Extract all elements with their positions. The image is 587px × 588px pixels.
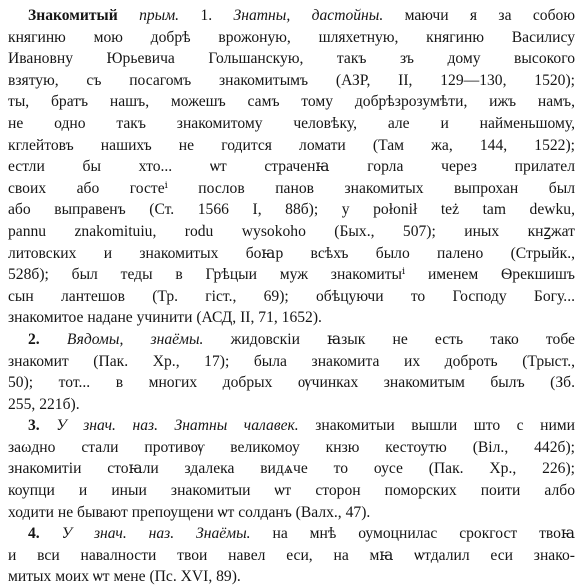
citation-line: ты, братъ нашъ, можешъ самъ тому добрѣзрозумѣти, ижъ намъ, (8, 93, 575, 111)
citation-line: 528б); был теды в Грѣцыи муж знакомитыⁱ именем Ѳрекшишъ (8, 266, 575, 284)
sense-2 (8, 329, 575, 415)
sense-number: 4. (28, 525, 40, 543)
citation-line: княгиню мою добрѣ врожоную, шляхетную, княгиню Василису (8, 28, 575, 46)
part-of-speech: прым. (139, 7, 180, 24)
citation-line: литовских и знакомитых боꙗр всѣхъ было палено (Стрыйк., (8, 244, 575, 262)
sense-definition: У знач. наз. Знатны чалавек. (56, 417, 299, 435)
citation-line: митых моих ѡт мене (Пс. XVI, 89). (8, 568, 241, 586)
citation-line: знакомитіи стоꙗли здалека видѧче то оусе (Пак. Хр., 226); (8, 460, 575, 478)
citation-text: маючи я за собою (404, 7, 575, 24)
sense-1 (8, 5, 575, 329)
citation-text: знакомитыи вышли што с ними (315, 417, 575, 435)
entry-first-line (8, 5, 575, 27)
citation-line: естли бы хто... ѡт страченꙗ горла через прилател (8, 158, 575, 176)
citation-line: pannu znakomituiu, rodu wysokoho (Бых., 507); иных кнꙁжат (8, 222, 575, 240)
citation-line: коупци и иныи знакомитыи ѡт сторон поморских поити албо (8, 482, 575, 500)
citation-line: Ивановну Юрьевича Гольшанскую, такъ зъ дому высокого (8, 50, 575, 68)
citation-line: кглейтовъ нашихъ не годится ломати (Там жа, 144, 1522); (8, 136, 575, 154)
citation-line: своих або гостеⁱ послов панов знакомитых выпрохан был (8, 179, 575, 197)
citation-line: ходити не бывают препоущени ѡт солданъ (Валх., 47). (8, 503, 371, 521)
sense-definition: У знач. наз. Знаёмы. (61, 525, 251, 543)
citation-line: заωдно стали противѹ великомоу кнзю кестоутю (Віл., 442б); (8, 438, 575, 456)
sense-first-line (8, 523, 575, 545)
citation-line: 255, 221б). (8, 395, 80, 413)
citation-line: знакомит (Пак. Хр., 17); была знакомита их доброть (Трыст., (8, 352, 575, 370)
citation-line: 50); тот... в многих добрых ѹчинках знакомитым былъ (Зб. (8, 374, 575, 392)
sense-first-line (8, 329, 575, 351)
citation-line: сын лантешов (Тр. гіст., 69); обѣцуючи то Господу Богу... (8, 287, 575, 305)
sense-definition: Знатны, дастойны. (233, 7, 384, 24)
sense-4 (8, 523, 575, 588)
sense-3 (8, 415, 575, 523)
citation-line: знакомитое надане учинити (АСД, II, 71, 1652). (8, 309, 322, 327)
sense-number: 1. (200, 7, 213, 24)
sense-number: 2. (28, 330, 40, 348)
citation-line: и вси навалности твои навел еси, на мꙗ ѡтдалил еси знако- (8, 546, 575, 564)
sense-definition: Вядомы, знаёмы. (66, 330, 204, 348)
headword: Знакомитый (28, 7, 118, 24)
citation-text: на мнѣ оумоцнилас срокгост твоꙗ (272, 525, 575, 543)
citation-text: жидовскіи ꙗзык не есть тако тобе (230, 330, 575, 348)
sense-first-line (8, 415, 575, 437)
citation-line: не одно такъ знакомитому человѣку, але и найменьшому, (8, 114, 575, 132)
citation-line: або выправенъ (Ст. 1566 I, 88б); y połonił też tam dewku, (8, 201, 575, 219)
citation-line: взятую, съ посагомъ знакомитымъ (АЗР, II, 129—130, 1520); (8, 71, 575, 89)
sense-number: 3. (28, 417, 40, 435)
